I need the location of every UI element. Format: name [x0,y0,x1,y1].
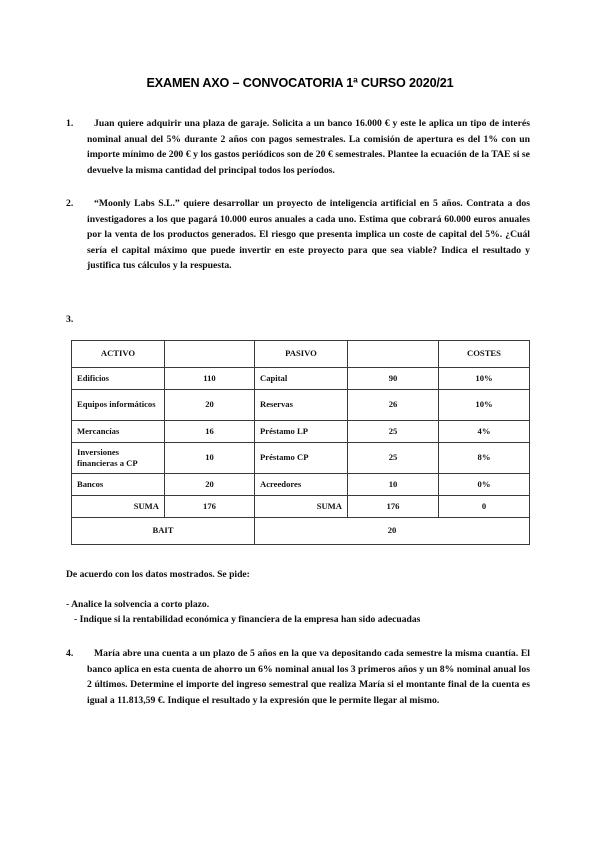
header-blank-2 [348,341,439,368]
cell-coste-value: 8% [439,443,530,474]
cell-pasivo-value: 25 [348,443,439,474]
cell-activo-label: Inversiones financieras a CP [72,443,165,474]
question-2 [66,196,530,274]
page-title: EXAMEN AXO – CONVOCATORIA 1ª CURSO 2020/21 [146,76,454,90]
header-pasivo: PASIVO [255,341,348,368]
cell-activo-value: 20 [165,390,255,421]
question-4 [66,646,530,708]
table-bait-row [72,518,530,545]
balance-table [71,340,530,545]
header-blank-1 [165,341,255,368]
cell-activo-label: Equipos informáticos [72,390,165,421]
table-row [72,390,530,421]
cell-pasivo-label: Acreedores [255,474,348,496]
question-3-number: 3. [66,314,74,325]
cell-activo-label: Bancos [72,474,165,496]
cell-activo-value: 16 [165,421,255,443]
cell-pasivo-label: Préstamo CP [255,443,348,474]
cell-bait-label: BAIT [72,518,255,545]
cell-suma-activo-label: SUMA [72,496,165,518]
after-table-intro: De acuerdo con los datos mostrados. Se pide: [66,569,250,580]
cell-coste-value: 0% [439,474,530,496]
cell-coste-value: 4% [439,421,530,443]
table-row [72,421,530,443]
cell-activo-value: 10 [165,443,255,474]
header-activo: ACTIVO [72,341,165,368]
table-row [72,443,530,474]
cell-suma-coste-value: 0 [439,496,530,518]
question-2-number: 2. [66,198,74,209]
table-sum-row [72,496,530,518]
question-2-text: “Moonly Labs S.L.” quiere desarrollar un proyecto de inteligencia artificial en 5 años. Contrata a dos investigadores a los que pagará 10.000 euros anuales a cada uno. Estima que cobrará 60.000 euros anuales por la venta de los productos generados. El riesgo que presenta implica un coste de capital del 5%. ¿Cuál sería el capital máximo que puede invertir en este proyecto para que sea viable? Indica el resultado y justifica tus cálculos y la respuesta. [87,198,530,272]
cell-coste-value: 10% [439,390,530,421]
cell-activo-label: Edificios [72,368,165,390]
table-row [72,368,530,390]
question-1-text: Juan quiere adquirir una plaza de garaje. Solicita a un banco 16.000 € y este le aplica un tipo de interés nominal anual del 5% durante 2 años con pagos semestrales. La comisión de apertura es del 1% con un importe mínimo de 200 € y los gastos periódicos son de 20 € semestrales. Plantee la ecuación de la TAE si se devuelve la misma cantidad del principal todos los períodos. [87,118,530,176]
question-1 [66,116,530,178]
cell-pasivo-value: 26 [348,390,439,421]
balance-table-wrapper [71,340,529,545]
cell-pasivo-value: 90 [348,368,439,390]
question-4-number: 4. [66,648,74,659]
question-1-number: 1. [66,118,74,129]
header-costes: COSTES [439,341,530,368]
table-header-row [72,341,530,368]
cell-activo-value: 110 [165,368,255,390]
cell-suma-pasivo-label: SUMA [255,496,348,518]
cell-pasivo-label: Reservas [255,390,348,421]
cell-suma-activo-value: 176 [165,496,255,518]
cell-pasivo-label: Capital [255,368,348,390]
cell-activo-value: 20 [165,474,255,496]
question-4-text: María abre una cuenta a un plazo de 5 años en la que va depositando cada semestre la misma cuantía. El banco aplica en esta cuenta de ahorro un 6% nominal anual los 3 primeros años y un 8% nominal anual los 2 últimos. Determine el importe del ingreso semestral que realiza María si el montante final de la cuenta es igual a 11.813,59 €. Indique el resultado y la expresión que le permite llegar al mismo. [87,648,530,706]
cell-pasivo-label: Préstamo LP [255,421,348,443]
cell-coste-value: 10% [439,368,530,390]
cell-pasivo-value: 25 [348,421,439,443]
after-table-bullet-2: - Indique si la rentabilidad económica y financiera de la empresa han sido adecuadas [74,614,421,625]
cell-activo-label: Mercancías [72,421,165,443]
cell-pasivo-value: 10 [348,474,439,496]
cell-bait-value: 20 [255,518,530,545]
after-table-bullet-1: - Analice la solvencia a corto plazo. [66,599,210,610]
table-row [72,474,530,496]
cell-suma-pasivo-value: 176 [348,496,439,518]
